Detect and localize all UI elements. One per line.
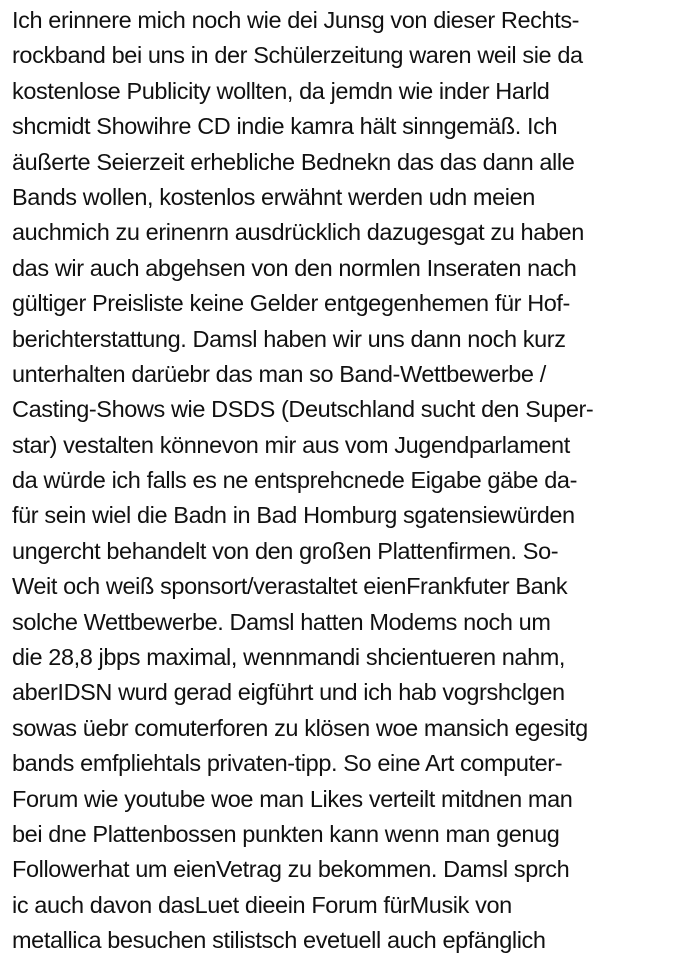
- text-line: da würde ich falls es ne entsprehcnede Eigabe gäbe da-: [12, 467, 577, 494]
- document-page: [12, 3, 676, 959]
- text-line: aberIDSN wurd gerad eigführt und ich hab vogrshclgen: [12, 679, 565, 706]
- text-line: rockband bei uns in der Schülerzeitung waren weil sie da: [12, 42, 583, 69]
- text-line: bei dne Plattenbossen punkten kann wenn man genug: [12, 820, 560, 847]
- text-line: Casting-Shows wie DSDS (Deutschland sucht den Super-: [12, 396, 594, 423]
- text-line: metallica besuchen stilistsch evetuell auch epfänglich: [12, 927, 546, 954]
- text-line: Weit och weiß sponsort/verastaltet eienFrankfuter Bank: [12, 573, 568, 600]
- text-line: äußerte Seierzeit erhebliche Bednekn das das dann alle: [12, 148, 575, 175]
- text-line: die 28,8 jbps maximal, wennmandi shcientueren nahm,: [12, 644, 566, 671]
- text-line: shcmidt Showihre CD indie kamra hält sinngemäß. Ich: [12, 113, 558, 140]
- text-line: das wir auch abgehsen von den normlen Inseraten nach: [12, 254, 577, 281]
- text-line: sowas üebr comuterforen zu klösen woe mansich egesitg: [12, 714, 588, 741]
- text-line: solche Wettbewerbe. Damsl hatten Modems noch um: [12, 608, 551, 635]
- text-line: auchmich zu erinenrn ausdrücklich dazugesgat zu haben: [12, 219, 584, 246]
- text-line: unterhalten darüebr das man so Band-Wettbewerbe /: [12, 360, 546, 387]
- text-line: kostenlose Publicity wollten, da jemdn wie inder Harld: [12, 77, 550, 104]
- text-line: Forum wie youtube woe man Likes verteilt mitdnen man: [12, 785, 573, 812]
- text-line: Bands wollen, kostenlos erwähnt werden udn meien: [12, 183, 535, 210]
- text-line: star) vestalten könnevon mir aus vom Jugendparlament: [12, 431, 570, 458]
- text-line: bands emfpliehtals privaten-tipp. So eine Art computer-: [12, 750, 563, 777]
- text-line: ic auch davon dasLuet dieein Forum fürMusik von: [12, 891, 512, 918]
- text-line: Ich erinnere mich noch wie dei Junsg von dieser Rechts-: [12, 7, 580, 33]
- text-line: gültiger Preisliste keine Gelder entgegenhemen für Hof-: [12, 290, 570, 317]
- text-line: Followerhat um eienVetrag zu bekommen. Damsl sprch: [12, 856, 570, 883]
- text-line: für sein wiel die Badn in Bad Homburg sgatensiewürden: [12, 502, 575, 529]
- text-line: ungercht behandelt von den großen Plattenfirmen. So-: [12, 537, 559, 564]
- text-line: berichterstattung. Damsl haben wir uns dann noch kurz: [12, 325, 566, 352]
